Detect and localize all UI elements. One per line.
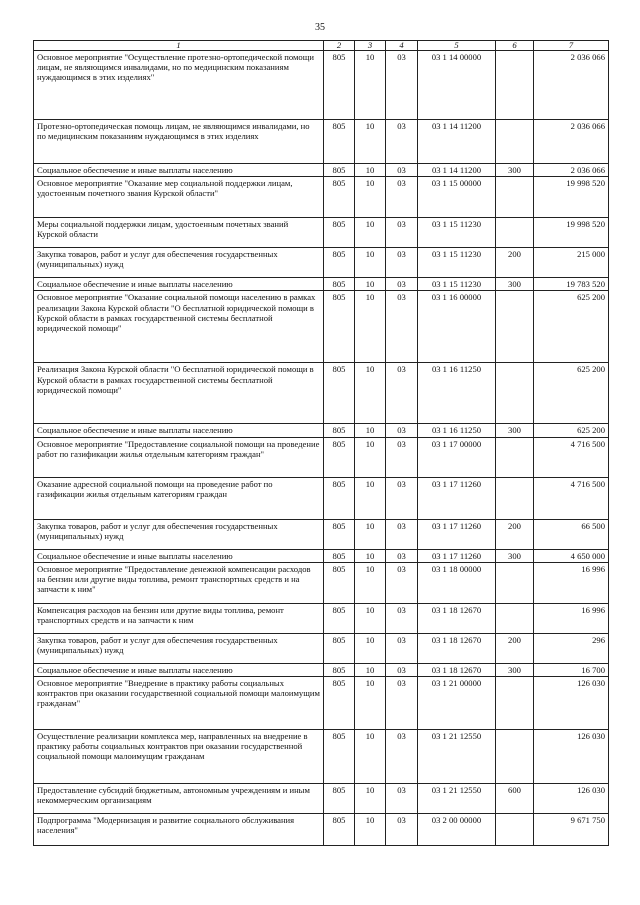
header-col-4: 4 xyxy=(386,41,418,51)
table-row xyxy=(34,603,609,633)
cell-name: Компенсация расходов на бензин или другие виды топлива, ремонт транспортных средств и на запчасти к ним xyxy=(34,603,324,633)
cell-grbs: 805 xyxy=(324,291,355,363)
cell-section: 10 xyxy=(355,51,386,120)
cell-target-article: 03 2 00 00000 xyxy=(418,814,496,846)
cell-section: 10 xyxy=(355,164,386,177)
cell-section: 10 xyxy=(355,549,386,562)
cell-amount: 126 030 xyxy=(534,677,609,730)
cell-grbs: 805 xyxy=(324,278,355,291)
cell-amount: 16 996 xyxy=(534,562,609,603)
cell-target-article: 03 1 14 11200 xyxy=(418,120,496,164)
cell-amount: 4 716 500 xyxy=(534,437,609,477)
cell-name: Закупка товаров, работ и услуг для обеспечения государственных (муниципальных) нужд xyxy=(34,248,324,278)
cell-grbs: 805 xyxy=(324,784,355,814)
cell-expense-type xyxy=(496,562,534,603)
cell-section: 10 xyxy=(355,663,386,676)
cell-subsection: 03 xyxy=(386,633,418,663)
cell-amount: 16 700 xyxy=(534,663,609,676)
table-row xyxy=(34,519,609,549)
header-col-1: 1 xyxy=(34,41,324,51)
table-body xyxy=(34,51,609,846)
table-row xyxy=(34,120,609,164)
cell-section: 10 xyxy=(355,677,386,730)
cell-section: 10 xyxy=(355,363,386,424)
cell-expense-type: 600 xyxy=(496,784,534,814)
table-row xyxy=(34,730,609,784)
cell-target-article: 03 1 16 00000 xyxy=(418,291,496,363)
cell-subsection: 03 xyxy=(386,218,418,248)
table-row xyxy=(34,437,609,477)
cell-grbs: 805 xyxy=(324,51,355,120)
cell-name: Подпрограмма "Модернизация и развитие социального обслуживания населения" xyxy=(34,814,324,846)
cell-target-article: 03 1 15 11230 xyxy=(418,218,496,248)
cell-target-article: 03 1 21 12550 xyxy=(418,784,496,814)
budget-table xyxy=(33,40,609,846)
cell-section: 10 xyxy=(355,218,386,248)
cell-grbs: 805 xyxy=(324,603,355,633)
cell-target-article: 03 1 17 11260 xyxy=(418,519,496,549)
cell-expense-type xyxy=(496,291,534,363)
cell-expense-type: 300 xyxy=(496,549,534,562)
cell-amount: 4 650 000 xyxy=(534,549,609,562)
table-row xyxy=(34,663,609,676)
cell-grbs: 805 xyxy=(324,519,355,549)
cell-name: Предоставление субсидий бюджетным, автономным учреждениям и иным некоммерческим организациям xyxy=(34,784,324,814)
cell-subsection: 03 xyxy=(386,120,418,164)
cell-expense-type: 200 xyxy=(496,519,534,549)
cell-grbs: 805 xyxy=(324,218,355,248)
cell-subsection: 03 xyxy=(386,177,418,218)
cell-name: Социальное обеспечение и иные выплаты населению xyxy=(34,278,324,291)
cell-amount: 16 996 xyxy=(534,603,609,633)
cell-expense-type xyxy=(496,730,534,784)
table-row xyxy=(34,218,609,248)
cell-grbs: 805 xyxy=(324,677,355,730)
cell-subsection: 03 xyxy=(386,291,418,363)
cell-subsection: 03 xyxy=(386,549,418,562)
cell-target-article: 03 1 14 11200 xyxy=(418,164,496,177)
cell-amount: 2 036 066 xyxy=(534,51,609,120)
cell-section: 10 xyxy=(355,437,386,477)
cell-target-article: 03 1 21 12550 xyxy=(418,730,496,784)
cell-expense-type: 300 xyxy=(496,663,534,676)
table-row xyxy=(34,549,609,562)
cell-amount: 66 500 xyxy=(534,519,609,549)
cell-name: Основное мероприятие "Осуществление протезно-ортопедической помощи лицам, не являющимся инвалидами, но по медицинским показаниям нуждающимся в этих изделиях" xyxy=(34,51,324,120)
cell-subsection: 03 xyxy=(386,164,418,177)
cell-amount: 215 000 xyxy=(534,248,609,278)
cell-name: Социальное обеспечение и иные выплаты населению xyxy=(34,164,324,177)
cell-subsection: 03 xyxy=(386,603,418,633)
cell-subsection: 03 xyxy=(386,562,418,603)
cell-expense-type xyxy=(496,814,534,846)
cell-section: 10 xyxy=(355,814,386,846)
cell-name: Социальное обеспечение и иные выплаты населению xyxy=(34,424,324,437)
cell-name: Протезно-ортопедическая помощь лицам, не являющимся инвалидами, но по медицинским показаниям нуждающимся в этих изделиях xyxy=(34,120,324,164)
header-col-2: 2 xyxy=(324,41,355,51)
header-col-7: 7 xyxy=(534,41,609,51)
header-col-6: 6 xyxy=(496,41,534,51)
cell-expense-type xyxy=(496,177,534,218)
cell-amount: 126 030 xyxy=(534,730,609,784)
cell-name: Основное мероприятие "Предоставление денежной компенсации расходов на бензин или другие виды топлива, ремонт транспортных средств и на запчасти к ним" xyxy=(34,562,324,603)
cell-grbs: 805 xyxy=(324,363,355,424)
cell-name: Оказание адресной социальной помощи на проведение работ по газификации жилья отдельным категориям граждан xyxy=(34,477,324,519)
header-col-5: 5 xyxy=(418,41,496,51)
cell-expense-type xyxy=(496,363,534,424)
cell-subsection: 03 xyxy=(386,814,418,846)
cell-name: Закупка товаров, работ и услуг для обеспечения государственных (муниципальных) нужд xyxy=(34,519,324,549)
cell-subsection: 03 xyxy=(386,519,418,549)
cell-expense-type: 200 xyxy=(496,248,534,278)
cell-grbs: 805 xyxy=(324,477,355,519)
table-row xyxy=(34,784,609,814)
cell-section: 10 xyxy=(355,519,386,549)
cell-target-article: 03 1 18 12670 xyxy=(418,603,496,633)
cell-amount: 4 716 500 xyxy=(534,477,609,519)
cell-grbs: 805 xyxy=(324,248,355,278)
cell-section: 10 xyxy=(355,248,386,278)
page-number: 35 xyxy=(315,22,325,33)
table-row xyxy=(34,562,609,603)
cell-expense-type xyxy=(496,477,534,519)
cell-name: Основное мероприятие "Оказание социальной помощи населению в рамках реализации Закона Курской области "О бесплатной юридической помощи в Курской области в рамках государственной системы бесплатной юридической помощи" xyxy=(34,291,324,363)
cell-amount: 19 998 520 xyxy=(534,218,609,248)
cell-amount: 625 200 xyxy=(534,424,609,437)
cell-name: Основное мероприятие "Внедрение в практику работы социальных контрактов при оказании государственной социальной помощи малоимущим гражданам" xyxy=(34,677,324,730)
cell-subsection: 03 xyxy=(386,424,418,437)
table-row xyxy=(34,177,609,218)
table-row xyxy=(34,51,609,120)
cell-section: 10 xyxy=(355,291,386,363)
cell-subsection: 03 xyxy=(386,730,418,784)
cell-subsection: 03 xyxy=(386,477,418,519)
cell-grbs: 805 xyxy=(324,164,355,177)
cell-grbs: 805 xyxy=(324,437,355,477)
cell-subsection: 03 xyxy=(386,437,418,477)
header-row xyxy=(34,41,609,51)
cell-target-article: 03 1 14 00000 xyxy=(418,51,496,120)
cell-grbs: 805 xyxy=(324,663,355,676)
cell-name: Социальное обеспечение и иные выплаты населению xyxy=(34,549,324,562)
header-col-3: 3 xyxy=(355,41,386,51)
table-row xyxy=(34,477,609,519)
cell-target-article: 03 1 18 00000 xyxy=(418,562,496,603)
table-row xyxy=(34,814,609,846)
table-row xyxy=(34,291,609,363)
cell-amount: 2 036 066 xyxy=(534,120,609,164)
table-row xyxy=(34,164,609,177)
cell-expense-type: 300 xyxy=(496,424,534,437)
table-row xyxy=(34,363,609,424)
cell-target-article: 03 1 16 11250 xyxy=(418,363,496,424)
cell-expense-type xyxy=(496,603,534,633)
cell-subsection: 03 xyxy=(386,677,418,730)
cell-target-article: 03 1 18 12670 xyxy=(418,633,496,663)
cell-expense-type xyxy=(496,218,534,248)
cell-section: 10 xyxy=(355,278,386,291)
cell-grbs: 805 xyxy=(324,549,355,562)
cell-target-article: 03 1 17 11260 xyxy=(418,477,496,519)
cell-amount: 296 xyxy=(534,633,609,663)
table-row xyxy=(34,248,609,278)
table-row xyxy=(34,677,609,730)
cell-section: 10 xyxy=(355,477,386,519)
cell-amount: 126 030 xyxy=(534,784,609,814)
cell-name: Осуществление реализации комплекса мер, направленных на внедрение в практику работы социальных контрактов при оказании государственной социальной помощи малоимущим гражданам xyxy=(34,730,324,784)
cell-name: Социальное обеспечение и иные выплаты населению xyxy=(34,663,324,676)
cell-subsection: 03 xyxy=(386,278,418,291)
cell-expense-type xyxy=(496,120,534,164)
cell-amount: 19 998 520 xyxy=(534,177,609,218)
cell-subsection: 03 xyxy=(386,363,418,424)
cell-grbs: 805 xyxy=(324,730,355,784)
cell-subsection: 03 xyxy=(386,784,418,814)
cell-amount: 2 036 066 xyxy=(534,164,609,177)
cell-amount: 9 671 750 xyxy=(534,814,609,846)
cell-target-article: 03 1 15 11230 xyxy=(418,278,496,291)
cell-target-article: 03 1 17 11260 xyxy=(418,549,496,562)
table-row xyxy=(34,278,609,291)
cell-expense-type: 300 xyxy=(496,278,534,291)
cell-section: 10 xyxy=(355,120,386,164)
table-row xyxy=(34,633,609,663)
cell-expense-type: 200 xyxy=(496,633,534,663)
cell-grbs: 805 xyxy=(324,120,355,164)
cell-grbs: 805 xyxy=(324,814,355,846)
cell-amount: 19 783 520 xyxy=(534,278,609,291)
cell-expense-type: 300 xyxy=(496,164,534,177)
cell-section: 10 xyxy=(355,177,386,218)
cell-section: 10 xyxy=(355,562,386,603)
cell-target-article: 03 1 16 11250 xyxy=(418,424,496,437)
cell-grbs: 805 xyxy=(324,177,355,218)
cell-target-article: 03 1 18 12670 xyxy=(418,663,496,676)
cell-target-article: 03 1 15 00000 xyxy=(418,177,496,218)
cell-section: 10 xyxy=(355,603,386,633)
table-row xyxy=(34,424,609,437)
cell-grbs: 805 xyxy=(324,562,355,603)
cell-name: Меры социальной поддержки лицам, удостоенным почетных званий Курской области xyxy=(34,218,324,248)
cell-section: 10 xyxy=(355,730,386,784)
cell-target-article: 03 1 21 00000 xyxy=(418,677,496,730)
cell-target-article: 03 1 17 00000 xyxy=(418,437,496,477)
cell-expense-type xyxy=(496,677,534,730)
cell-name: Основное мероприятие "Предоставление социальной помощи на проведение работ по газификации жилья отдельным категориям граждан" xyxy=(34,437,324,477)
cell-expense-type xyxy=(496,51,534,120)
cell-section: 10 xyxy=(355,784,386,814)
cell-section: 10 xyxy=(355,424,386,437)
cell-name: Основное мероприятие "Оказание мер социальной поддержки лицам, удостоенным почетного звания Курской области" xyxy=(34,177,324,218)
cell-section: 10 xyxy=(355,633,386,663)
cell-name: Закупка товаров, работ и услуг для обеспечения государственных (муниципальных) нужд xyxy=(34,633,324,663)
cell-subsection: 03 xyxy=(386,248,418,278)
cell-name: Реализация Закона Курской области "О бесплатной юридической помощи в Курской области в рамках государственной системы бесплатной юридической помощи" xyxy=(34,363,324,424)
cell-subsection: 03 xyxy=(386,51,418,120)
cell-grbs: 805 xyxy=(324,424,355,437)
cell-subsection: 03 xyxy=(386,663,418,676)
cell-amount: 625 200 xyxy=(534,363,609,424)
cell-grbs: 805 xyxy=(324,633,355,663)
cell-amount: 625 200 xyxy=(534,291,609,363)
cell-target-article: 03 1 15 11230 xyxy=(418,248,496,278)
cell-expense-type xyxy=(496,437,534,477)
